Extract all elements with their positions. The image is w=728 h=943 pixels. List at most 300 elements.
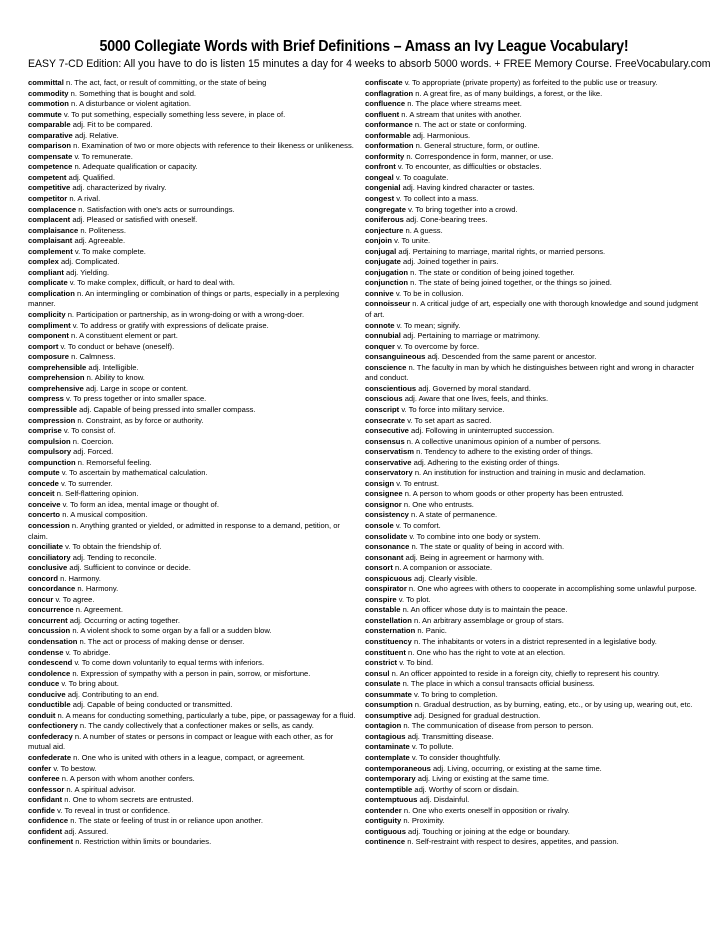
word-entry (365, 721, 700, 732)
entry-definition: n. A guess. (405, 225, 443, 235)
entry-word: concur (28, 594, 54, 604)
word-entry (28, 458, 358, 469)
entry-definition: adj. Occurring or acting together. (69, 615, 180, 625)
word-entry (365, 584, 700, 595)
entry-word: confident (28, 826, 63, 836)
entry-word: confront (365, 162, 396, 172)
entry-definition: n. One who has the right to vote at an election. (408, 647, 566, 657)
word-entry (28, 584, 358, 595)
entry-word: composure (28, 352, 69, 362)
entry-definition: v. To consist of. (63, 426, 116, 436)
word-entry (365, 468, 700, 479)
word-entry (365, 173, 700, 184)
entry-word: confluence (365, 99, 406, 109)
entry-definition: v. To encounter, as difficulties or obstacles. (397, 162, 542, 172)
entry-word: consecutive (365, 426, 409, 436)
entry-definition: n. Adequate qualification or capacity. (74, 162, 198, 172)
word-entry (28, 384, 358, 395)
word-entry (365, 363, 700, 384)
word-entry (28, 437, 358, 448)
entry-definition: v. To abridge. (65, 647, 111, 657)
entry-definition: adj. Descended from the same parent or ancestor. (427, 352, 597, 362)
entry-word: consistency (365, 510, 409, 520)
entry-definition: n. Constraint, as by force or authority. (77, 415, 204, 425)
word-entry (365, 99, 700, 110)
entry-definition: v. To agree. (55, 594, 95, 604)
entry-word: conservative (365, 457, 412, 467)
entry-definition: n. Restriction within limits or boundaries. (75, 837, 212, 847)
word-entry (365, 774, 700, 785)
entry-definition: n. A person to whom goods or other property has been entrusted. (404, 489, 624, 499)
word-entry (365, 131, 700, 142)
entry-definition: adj. Forced. (73, 447, 114, 457)
entry-definition: v. To mean; signify. (396, 320, 461, 330)
entry-word: constituency (365, 636, 412, 646)
entry-definition: n. The state or quality of being in accord with. (411, 542, 565, 552)
entry-word: congregate (365, 204, 406, 214)
word-entry (28, 521, 358, 542)
entry-definition: adj. Tending to reconcile. (72, 552, 157, 562)
entry-definition: n. Harmony. (60, 573, 101, 583)
entry-word: comprehensive (28, 383, 84, 393)
entry-word: congenial (365, 183, 401, 193)
word-entry (28, 563, 358, 574)
entry-definition: adj. Pleased or satisfied with oneself. (72, 215, 198, 225)
entry-definition: v. To collect into a mass. (396, 194, 479, 204)
word-entry (28, 78, 358, 89)
entry-word: constable (365, 605, 401, 615)
entry-definition: n. Agreement. (75, 605, 123, 615)
entry-word: conjunction (365, 278, 409, 288)
word-entry (28, 342, 358, 353)
page-subtitle: EASY 7-CD Edition: All you have to do is listen 15 minutes a day for 4 weeks to absorb 5000 words. + FREE Memory Course. FreeVocabulary.com (28, 58, 711, 70)
word-entry (365, 120, 700, 131)
word-entry (365, 247, 700, 258)
word-entry (365, 700, 700, 711)
entry-word: connote (365, 320, 395, 330)
word-entry (365, 352, 700, 363)
entry-definition: n. A constituent element or part. (71, 331, 178, 341)
entry-word: condensation (28, 636, 78, 646)
entry-word: comparable (28, 120, 71, 130)
word-entry (365, 384, 700, 395)
entry-word: consignor (365, 499, 402, 509)
word-entry (28, 816, 358, 827)
word-entry (28, 732, 358, 753)
entry-definition: n. Self-flattering opinion. (56, 489, 139, 499)
entry-definition: n. One who entrusts. (403, 499, 474, 509)
word-entry (365, 141, 700, 152)
entry-definition: adj. Disdainful. (419, 795, 470, 805)
entry-definition: n. Calmness. (71, 352, 116, 362)
entry-definition: adj. Having kindred character or tastes. (402, 183, 535, 193)
entry-word: competent (28, 172, 67, 182)
entry-word: committal (28, 78, 64, 87)
entry-word: concurrent (28, 615, 68, 625)
entry-word: concession (28, 520, 70, 530)
entry-definition: adj. Relative. (74, 130, 119, 140)
word-entry (28, 89, 358, 100)
word-entry (28, 806, 358, 817)
word-entry (365, 78, 700, 89)
entry-definition: v. To set apart as sacred. (407, 415, 492, 425)
entry-word: conceive (28, 499, 61, 509)
entry-word: competitive (28, 183, 71, 193)
entry-word: concordance (28, 584, 76, 594)
entry-word: conducive (28, 689, 66, 699)
entry-word: comprehension (28, 373, 85, 383)
entry-word: conductible (28, 700, 71, 710)
word-entry (365, 416, 700, 427)
entry-definition: v. To put something, especially something less severe, in place of. (63, 109, 286, 119)
word-entry (365, 268, 700, 279)
entry-word: constituent (365, 647, 406, 657)
word-entry (28, 162, 358, 173)
word-entry (28, 226, 358, 237)
entry-definition: v. To pollute. (411, 742, 454, 752)
entry-word: consolidate (365, 531, 408, 541)
entry-definition: n. The faculty in man by which he distinguishes between right and wrong in character and conduct. (365, 362, 695, 383)
entry-word: compress (28, 394, 64, 404)
entry-word: contender (365, 805, 402, 815)
entry-definition: n. Gradual destruction, as by burning, eating, etc., or by using up, wearing out, etc. (414, 700, 693, 710)
entry-word: comport (28, 341, 59, 351)
word-entry (365, 426, 700, 437)
entry-word: console (365, 520, 394, 530)
word-entry (28, 373, 358, 384)
entry-definition: adj. Following in uninterrupted succession. (411, 426, 555, 436)
entry-word: consonant (365, 552, 404, 562)
entry-definition: adj. Transmitting disease. (407, 731, 494, 741)
entry-definition: adj. Capable of being conducted or transmitted. (72, 700, 233, 710)
entry-definition: v. To force into military service. (401, 404, 505, 414)
entry-word: comprise (28, 426, 62, 436)
entry-definition: v. To bind. (399, 658, 434, 668)
word-entry (365, 711, 700, 722)
entry-word: contemporaneous (365, 763, 431, 773)
entry-definition: n. A musical composition. (62, 510, 148, 520)
word-entry (28, 268, 358, 279)
word-entry (28, 500, 358, 511)
entry-word: conscience (365, 362, 407, 372)
entry-definition: v. To reveal in trust or confidence. (57, 805, 170, 815)
word-entry (365, 532, 700, 543)
entry-word: complacence (28, 204, 77, 214)
entry-word: comparative (28, 130, 73, 140)
word-entry (28, 131, 358, 142)
entry-definition: adj. Capable of being pressed into smaller compass. (79, 404, 256, 414)
entry-word: conservatory (365, 468, 413, 478)
word-entry (365, 626, 700, 637)
entry-word: confessor (28, 784, 65, 794)
entry-word: conjugal (365, 246, 397, 256)
word-entry (28, 215, 358, 226)
entry-word: commotion (28, 99, 69, 109)
entry-definition: adj. Clearly visible. (413, 573, 478, 583)
entry-definition: n. Correspondence in form, manner, or use. (406, 151, 554, 161)
entry-definition: n. The act, fact, or result of committing, or the state of being (66, 78, 267, 87)
entry-word: complacent (28, 215, 71, 225)
entry-definition: v. To surrender. (60, 478, 113, 488)
word-entry (28, 489, 358, 500)
word-entry (365, 510, 700, 521)
word-entry (28, 331, 358, 342)
entry-definition: n. Tendency to adhere to the existing order of things. (416, 447, 593, 457)
entry-word: contiguous (365, 826, 406, 836)
word-entry (28, 321, 358, 332)
entry-definition: v. To form an idea, mental image or thought of. (62, 499, 219, 509)
entry-definition: adj. Being in agreement or harmony with. (405, 552, 544, 562)
word-entry (28, 141, 358, 152)
word-entry (28, 183, 358, 194)
word-entry (28, 721, 358, 732)
entry-word: consonance (365, 542, 410, 552)
entry-definition: adj. Aware that one lives, feels, and thinks. (404, 394, 549, 404)
entry-definition: adj. Large in scope or content. (85, 383, 189, 393)
entry-definition: n. Politeness. (80, 225, 126, 235)
entry-word: consul (365, 668, 390, 678)
entry-definition: n. Anything granted or yielded, or admitted in response to a demand, petition, or claim. (28, 520, 340, 541)
word-entry (28, 690, 358, 701)
word-entry (28, 310, 358, 321)
entry-definition: n. General structure, form, or outline. (415, 141, 540, 151)
word-entry (365, 152, 700, 163)
entry-word: complement (28, 246, 73, 256)
entry-definition: n. Examination of two or more objects with reference to their likeness or unlikeness. (73, 141, 354, 151)
entry-word: contemplate (365, 753, 410, 762)
word-entry (365, 658, 700, 669)
entry-definition: adj. Agreeable. (74, 236, 126, 246)
word-entry (365, 89, 700, 100)
word-entry (365, 595, 700, 606)
word-entry (365, 816, 700, 827)
word-entry (28, 394, 358, 405)
entry-word: conspicuous (365, 573, 412, 583)
entry-definition: adj. characterized by rivalry. (72, 183, 167, 193)
entry-word: conformable (365, 130, 411, 140)
word-entry (28, 120, 358, 131)
word-entry (365, 299, 700, 320)
entry-word: competence (28, 162, 73, 172)
word-entry (365, 215, 700, 226)
entry-definition: n. Coercion. (72, 436, 114, 446)
entry-definition: v. To entrust. (396, 478, 440, 488)
entry-definition: v. To unite. (394, 236, 431, 246)
word-entry (28, 416, 358, 427)
entry-definition: v. To overcome by force. (397, 341, 480, 351)
entry-word: conciliate (28, 542, 64, 552)
entry-word: complaisant (28, 236, 73, 246)
entry-word: competitor (28, 194, 68, 204)
word-entry (365, 785, 700, 796)
word-entry (28, 827, 358, 838)
entry-word: compressible (28, 404, 77, 414)
word-entry (365, 637, 700, 648)
entry-word: concerto (28, 510, 61, 520)
word-entry (28, 658, 358, 669)
word-entry (28, 257, 358, 268)
entry-definition: n. A great fire, as of many buildings, a forest, or the like. (415, 88, 603, 98)
entry-word: commodity (28, 88, 69, 98)
entry-definition: v. To bestow. (53, 763, 97, 773)
entry-definition: v. To coagulate. (395, 172, 449, 182)
entry-word: conspirator (365, 584, 407, 594)
entry-word: confer (28, 763, 52, 773)
word-entry (365, 616, 700, 627)
entry-definition: n. One who exerts oneself in opposition or rivalry. (403, 805, 570, 815)
entry-word: connoisseur (365, 299, 411, 309)
entry-word: contemporary (365, 774, 416, 784)
entry-word: concurrence (28, 605, 74, 615)
entry-word: consort (365, 563, 393, 573)
word-entry (28, 711, 358, 722)
word-entry (28, 479, 358, 490)
entry-definition: v. To bring together into a crowd. (408, 204, 518, 214)
word-entry (365, 669, 700, 680)
word-entry (28, 247, 358, 258)
entry-word: confidant (28, 795, 63, 805)
entry-word: compulsory (28, 447, 72, 457)
entry-definition: v. To conduct or behave (oneself). (60, 341, 175, 351)
entry-word: condescend (28, 658, 73, 668)
word-entry (365, 394, 700, 405)
entry-definition: v. To come down voluntarily to equal terms with inferiors. (74, 658, 265, 668)
entry-word: consternation (365, 626, 416, 636)
page-title: 5000 Collegiate Words with Brief Definitions – Amass an Ivy League Vocabulary! (99, 38, 629, 55)
word-entry (365, 342, 700, 353)
entry-word: compunction (28, 457, 76, 467)
entry-definition: adj. Designed for gradual destruction. (413, 710, 541, 720)
entry-definition: n. A collective unanimous opinion of a number of persons. (406, 436, 601, 446)
entry-word: contemptuous (365, 795, 418, 805)
word-entry (365, 236, 700, 247)
entry-definition: v. To combine into one body or system. (409, 531, 541, 541)
word-entry (365, 690, 700, 701)
entry-definition: adj. Contributing to an end. (67, 689, 159, 699)
word-entry (28, 289, 358, 310)
entry-word: congest (365, 194, 395, 204)
entry-definition: n. A disturbance or violent agitation. (71, 99, 191, 109)
word-entry (365, 764, 700, 775)
entry-definition: n. A stream that unites with another. (401, 109, 522, 119)
entry-word: conjugation (365, 267, 409, 277)
entry-word: consecrate (365, 415, 406, 425)
entry-word: conduce (28, 679, 60, 689)
entry-word: comprehensible (28, 362, 87, 372)
word-entry (365, 447, 700, 458)
word-entry (365, 331, 700, 342)
word-entry (365, 110, 700, 121)
entry-word: conscious (365, 394, 403, 404)
entry-definition: adj. Joined together in pairs. (403, 257, 499, 267)
entry-word: conservatism (365, 447, 414, 457)
entry-definition: n. The inhabitants or voters in a district represented in a legislative body. (413, 636, 657, 646)
entry-definition: n. Expression of sympathy with a person in pain, sorrow, or misfortune. (72, 668, 311, 678)
entry-word: conjoin (365, 236, 392, 246)
entry-word: compensate (28, 151, 73, 161)
entry-definition: v. To remunerate. (74, 151, 133, 161)
entry-word: contagious (365, 731, 406, 741)
entry-word: consanguineous (365, 352, 426, 362)
word-entry (365, 162, 700, 173)
entry-definition: n. The act or process of making dense or denser. (79, 636, 245, 646)
word-entry (28, 785, 358, 796)
entry-word: compulsion (28, 436, 71, 446)
entry-word: consumption (365, 700, 413, 710)
entry-word: confluent (365, 109, 400, 119)
entry-word: compression (28, 415, 76, 425)
entry-definition: adj. Sufficient to convince or decide. (69, 563, 191, 573)
entry-word: compute (28, 468, 60, 478)
entry-definition: v. To plot. (398, 594, 431, 604)
word-entry (28, 236, 358, 247)
entry-word: consulate (365, 679, 401, 689)
entry-word: conformance (365, 120, 413, 130)
word-entry (365, 806, 700, 817)
entry-word: concussion (28, 626, 71, 636)
entry-definition: adj. Yielding. (66, 267, 110, 277)
entry-word: confectionery (28, 721, 78, 731)
entry-definition: n. The communication of disease from person to person. (403, 721, 594, 731)
word-entry (365, 732, 700, 743)
entry-definition: n. The state of being joined together, or the things so joined. (410, 278, 612, 288)
entry-word: conciliatory (28, 552, 71, 562)
word-entry (365, 194, 700, 205)
entry-definition: v. To make complex, difficult, or hard to deal with. (69, 278, 235, 288)
word-entry (365, 489, 700, 500)
entry-word: conferee (28, 774, 60, 784)
word-entry (28, 605, 358, 616)
word-entry (365, 753, 700, 764)
entry-definition: n. The place where streams meet. (407, 99, 522, 109)
word-entry (28, 753, 358, 764)
entry-word: commute (28, 109, 62, 119)
entry-word: conclusive (28, 563, 68, 573)
entry-definition: n. Proximity. (403, 816, 445, 826)
entry-definition: n. Ability to know. (86, 373, 145, 383)
entry-word: conscript (365, 404, 400, 414)
entry-word: conscientious (365, 383, 417, 393)
entry-word: contagion (365, 721, 402, 731)
entry-word: conduit (28, 710, 56, 720)
entry-definition: n. Remorseful feeling. (77, 457, 152, 467)
word-entry (28, 764, 358, 775)
word-entry (365, 289, 700, 300)
entry-word: consumptive (365, 710, 412, 720)
word-entry (28, 795, 358, 806)
entry-definition: adj. Assured. (64, 826, 109, 836)
entry-word: compliment (28, 320, 71, 330)
word-entry (28, 205, 358, 216)
word-entry (28, 679, 358, 690)
entry-definition: v. To consider thoughtfully. (411, 753, 501, 762)
entry-word: conjugate (365, 257, 401, 267)
entry-word: conjecture (365, 225, 404, 235)
word-entry (28, 405, 358, 416)
entry-word: condolence (28, 668, 71, 678)
entry-definition: n. A critical judge of art, especially one with thorough knowledge and sound judgment of art. (365, 299, 699, 320)
entry-definition: adj. Harmonious. (412, 130, 471, 140)
entry-word: concede (28, 478, 59, 488)
word-entry (28, 648, 358, 659)
entry-definition: n. An arbitrary assemblage or group of stars. (413, 615, 564, 625)
entry-definition: adj. Complicated. (60, 257, 120, 267)
columns (28, 78, 700, 848)
word-entry (365, 605, 700, 616)
entry-definition: n. The state or feeling of trust in or reliance upon another. (70, 816, 263, 826)
entry-word: complex (28, 257, 59, 267)
entry-word: conquer (365, 341, 395, 351)
